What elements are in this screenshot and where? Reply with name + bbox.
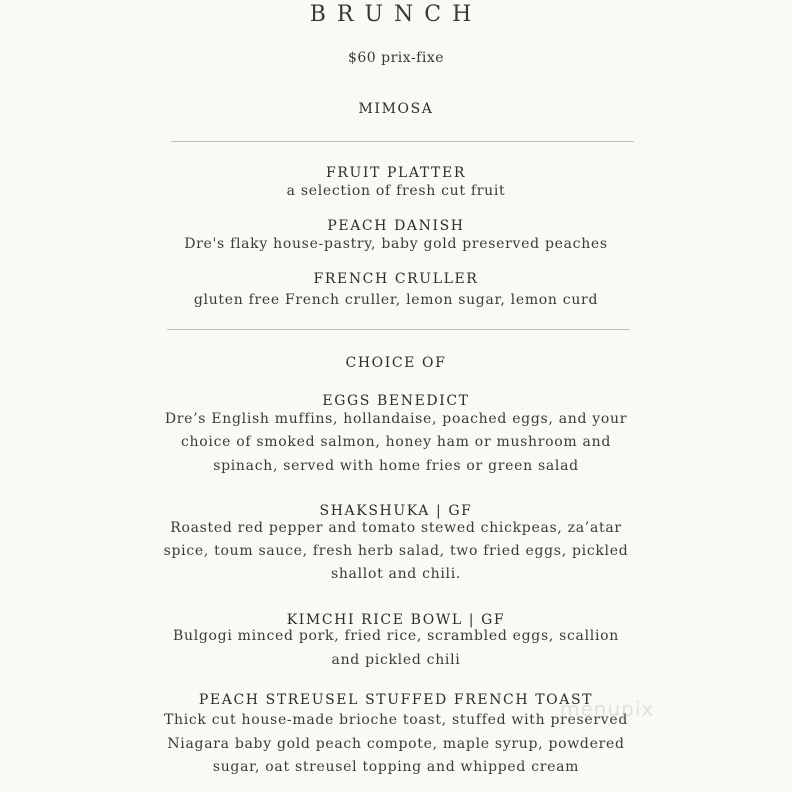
- main-name-kimchi-rice-bowl: KIMCHI RICE BOWL | GF: [286, 612, 506, 628]
- starter-desc-fruit-platter: a selection of fresh cut fruit: [286, 183, 506, 199]
- starter-desc-peach-danish: Dre's flaky house-pastry, baby gold preserved peaches: [184, 236, 608, 252]
- main-name-shakshuka: SHAKSHUKA | GF: [319, 503, 473, 519]
- main-desc-eggs-benedict-line-3: spinach, served with home fries or green salad: [213, 458, 579, 474]
- main-desc-french-toast-line-2: Niagara baby gold peach compote, maple syrup, powdered: [167, 736, 625, 752]
- main-desc-shakshuka-line-1: Roasted red pepper and tomato stewed chickpeas, za’atar: [170, 520, 622, 536]
- main-name-french-toast: PEACH STREUSEL STUFFED FRENCH TOAST: [198, 692, 594, 708]
- drink-heading: MIMOSA: [358, 101, 434, 117]
- main-desc-kimchi-line-2: and pickled chili: [331, 652, 461, 668]
- main-desc-shakshuka-line-2: spice, toum sauce, fresh herb salad, two fried eggs, pickled: [163, 543, 629, 559]
- starter-name-peach-danish: PEACH DANISH: [327, 218, 465, 234]
- price-label: $60 prix-fixe: [347, 50, 445, 66]
- main-desc-shakshuka-line-3: shallot and chili.: [330, 566, 462, 582]
- starter-name-french-cruller: FRENCH CRULLER: [313, 271, 479, 287]
- main-desc-french-toast-line-3: sugar, oat streusel topping and whipped cream: [212, 759, 580, 775]
- choice-heading: CHOICE OF: [345, 355, 447, 371]
- main-desc-eggs-benedict-line-2: choice of smoked salmon, honey ham or mushroom and: [181, 434, 611, 450]
- page-title: BRUNCH: [309, 2, 483, 27]
- main-desc-french-toast-line-1: Thick cut house-made brioche toast, stuffed with preserved: [163, 712, 629, 728]
- starter-desc-french-cruller: gluten free French cruller, lemon sugar, lemon curd: [193, 292, 599, 308]
- main-desc-eggs-benedict-line-1: Dre’s English muffins, hollandaise, poached eggs, and your: [164, 411, 628, 427]
- main-desc-kimchi-line-1: Bulgogi minced pork, fried rice, scrambled eggs, scallion: [172, 628, 619, 644]
- starter-name-fruit-platter: FRUIT PLATTER: [326, 165, 466, 181]
- divider-middle: [167, 329, 630, 330]
- divider-top: [171, 141, 634, 142]
- main-name-eggs-benedict: EGGS BENEDICT: [322, 393, 470, 409]
- watermark: menupix: [560, 697, 655, 721]
